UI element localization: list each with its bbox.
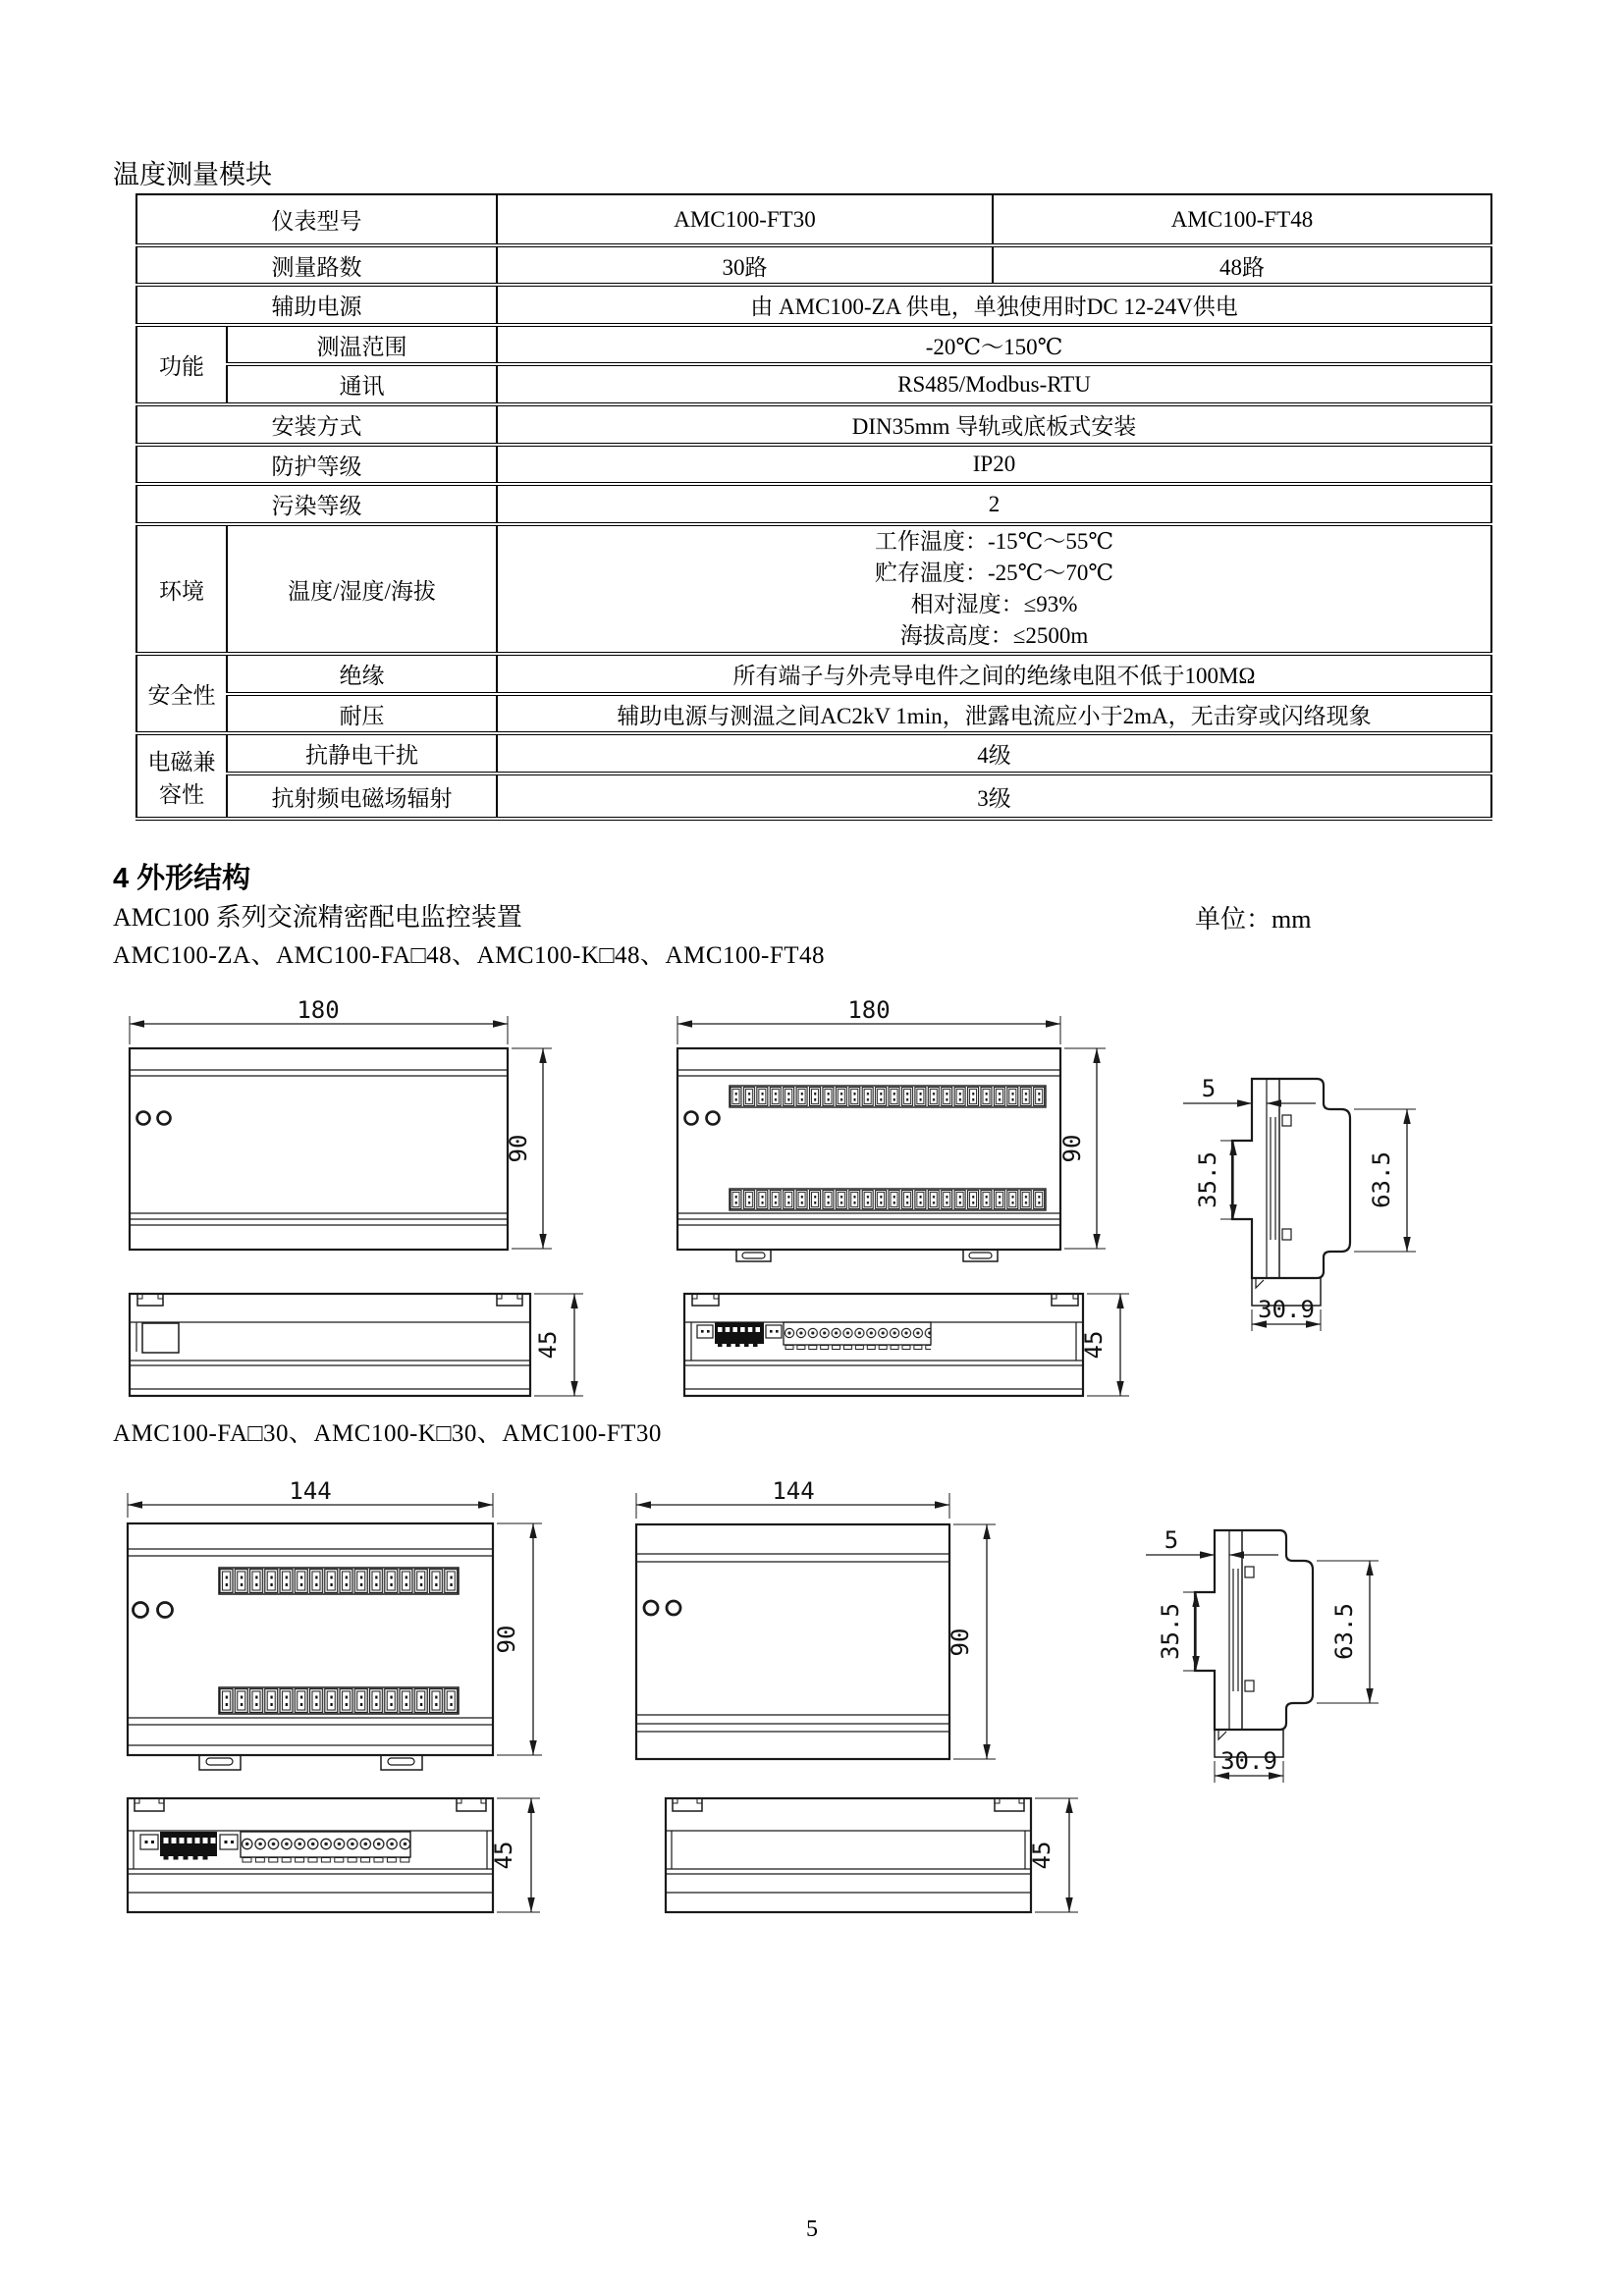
front-view-plain-144 <box>636 1524 949 1759</box>
power-connector <box>766 1325 782 1338</box>
cell-channels-v2: 48路 <box>993 245 1491 285</box>
dim-depth-45-e2 <box>1028 1798 1078 1912</box>
cell-function-group: 功能 <box>136 325 227 404</box>
bottom-view-terminals-144 <box>128 1798 493 1912</box>
dim-height-90-d2 <box>493 1523 542 1755</box>
dim-body-63-5 <box>1354 1109 1416 1252</box>
dim-depth-45-d <box>1080 1294 1129 1396</box>
cell-mounting-value: DIN35mm 导轨或底板式安装 <box>497 404 1491 445</box>
spec-table <box>135 193 1492 821</box>
power-connector <box>220 1835 238 1849</box>
svg-text:90: 90 <box>947 1628 974 1657</box>
cell-comm-value: RS485/Modbus-RTU <box>497 364 1491 404</box>
front-view-terminals-180 <box>677 1048 1060 1261</box>
front-view-za-180 <box>130 1048 508 1250</box>
cell-rf-value: 3级 <box>497 774 1491 819</box>
cell-insulation-label: 绝缘 <box>227 654 497 694</box>
section-subtitle: AMC100 系列交流精密配电监控装置 <box>113 903 522 932</box>
dim-depth-30-9 <box>1252 1296 1321 1331</box>
env-line-storage: 贮存温度：-25℃～70℃ <box>874 561 1114 585</box>
cell-channels-label: 测量路数 <box>136 245 497 285</box>
dim-depth-45-c2 <box>490 1798 540 1912</box>
dim-width-144-e <box>636 1477 949 1519</box>
comm-connector <box>160 1832 217 1860</box>
cell-model-v1: AMC100-FT30 <box>497 194 993 245</box>
led-icon <box>644 1601 658 1615</box>
cell-withstand-value: 辅助电源与测温之间AC2kV 1min，泄露电流应小于2mA，无击穿或闪络现象 <box>497 694 1491 733</box>
env-line-work: 工作温度：-15℃～55℃ <box>874 529 1114 554</box>
cell-ip-label: 防护等级 <box>136 445 497 484</box>
cell-temprange-label: 测温范围 <box>227 325 497 364</box>
led-icon <box>667 1601 680 1615</box>
comm-connector <box>715 1322 764 1347</box>
dim-rail-offset-5 <box>1183 1075 1316 1103</box>
dim-height-90-b <box>1058 1048 1106 1249</box>
din-mount-tab <box>199 1755 422 1770</box>
svg-text:144: 144 <box>289 1477 332 1505</box>
screw-terminal-strip <box>784 1322 931 1351</box>
unit-note: 单位：mm <box>1195 905 1312 934</box>
cell-esd-value: 4级 <box>497 733 1491 774</box>
dim-width-180-a <box>130 996 508 1044</box>
cell-rf-label: 抗射频电磁场辐射 <box>227 774 497 819</box>
svg-text:180: 180 <box>297 996 340 1024</box>
dim-clip-35-5 <box>1194 1141 1237 1219</box>
dim-width-144-d2 <box>128 1477 493 1518</box>
cell-pollution-label: 污染等级 <box>136 484 497 524</box>
cell-safety-group: 安全性 <box>136 654 227 733</box>
svg-text:90: 90 <box>505 1134 532 1163</box>
model-group-180-label: AMC100-ZA、AMC100-FA□48、AMC100-K□48、AMC100-FT48 <box>113 942 825 969</box>
led-icon <box>685 1112 698 1125</box>
cell-comm-label: 通讯 <box>227 364 497 404</box>
cell-withstand-label: 耐压 <box>227 694 497 733</box>
table-title: 温度测量模块 <box>113 160 272 189</box>
bottom-view-terminals-180 <box>684 1294 1083 1396</box>
power-connector <box>140 1835 158 1849</box>
din-mount-tab <box>736 1250 998 1261</box>
cell-env-value <box>497 524 1491 654</box>
screw-terminal-strip <box>241 1832 410 1863</box>
svg-text:90: 90 <box>493 1625 520 1654</box>
bottom-view-plain-144 <box>666 1798 1031 1912</box>
svg-text:144: 144 <box>772 1477 815 1505</box>
svg-text:45: 45 <box>534 1330 562 1360</box>
led-icon <box>137 1112 150 1125</box>
cell-channels-v1: 30路 <box>497 245 993 285</box>
cell-model-label: 仪表型号 <box>136 194 497 245</box>
cell-env-group: 环境 <box>136 524 227 654</box>
svg-text:45: 45 <box>1080 1330 1108 1360</box>
terminal-strip-bottom <box>219 1687 459 1714</box>
cell-env-label: 温度/湿度/海拔 <box>227 524 497 654</box>
cell-esd-label: 抗静电干扰 <box>227 733 497 774</box>
side-view-144 <box>1146 1526 1379 1783</box>
cell-mounting-label: 安装方式 <box>136 404 497 445</box>
cell-auxpower-label: 辅助电源 <box>136 285 497 325</box>
dim-height-90-a <box>505 1048 552 1249</box>
front-view-terminals-144 <box>128 1523 493 1770</box>
dim-depth-45-c <box>534 1294 583 1396</box>
svg-text:63.5: 63.5 <box>1368 1151 1395 1208</box>
cell-insulation-value: 所有端子与外壳导电件之间的绝缘电阻不低于100MΩ <box>497 654 1491 694</box>
bottom-clip <box>1252 1278 1321 1306</box>
page-number: 5 <box>806 2216 818 2242</box>
svg-text:180: 180 <box>847 996 891 1024</box>
terminal-strip-bottom <box>730 1189 1046 1210</box>
cell-ip-value: IP20 <box>497 445 1491 484</box>
led-icon <box>158 1603 173 1618</box>
cell-auxpower-value: 由 AMC100-ZA 供电，单独使用时DC 12-24V供电 <box>497 285 1491 325</box>
terminal-strip-top <box>219 1568 459 1594</box>
svg-text:45: 45 <box>490 1841 517 1870</box>
side-view-180 <box>1183 1075 1416 1331</box>
cell-model-v2: AMC100-FT48 <box>993 194 1491 245</box>
power-connector <box>697 1325 713 1338</box>
section-heading: 4 外形结构 <box>113 863 251 894</box>
dim-width-180-b <box>677 996 1060 1044</box>
led-icon <box>707 1112 720 1125</box>
cell-pollution-value: 2 <box>497 484 1491 524</box>
dim-height-90-e <box>947 1524 996 1759</box>
led-icon <box>134 1603 148 1618</box>
cell-emc-group: 电磁兼容性 <box>136 733 227 819</box>
model-group-144-label: AMC100-FA□30、AMC100-K□30、AMC100-FT30 <box>113 1420 662 1447</box>
cell-temprange-value: -20℃～150℃ <box>497 325 1491 364</box>
svg-text:5: 5 <box>1201 1075 1217 1102</box>
svg-text:90: 90 <box>1058 1134 1086 1163</box>
env-line-altitude: 海拔高度：≤2500m <box>899 623 1089 648</box>
terminal-strip-top <box>730 1086 1046 1107</box>
bottom-view-za-180 <box>130 1294 530 1396</box>
svg-text:35.5: 35.5 <box>1194 1151 1221 1208</box>
env-line-humidity: 相对湿度：≤93% <box>910 592 1078 616</box>
svg-text:30.9: 30.9 <box>1258 1296 1315 1323</box>
svg-text:45: 45 <box>1028 1841 1056 1870</box>
led-icon <box>158 1112 171 1125</box>
